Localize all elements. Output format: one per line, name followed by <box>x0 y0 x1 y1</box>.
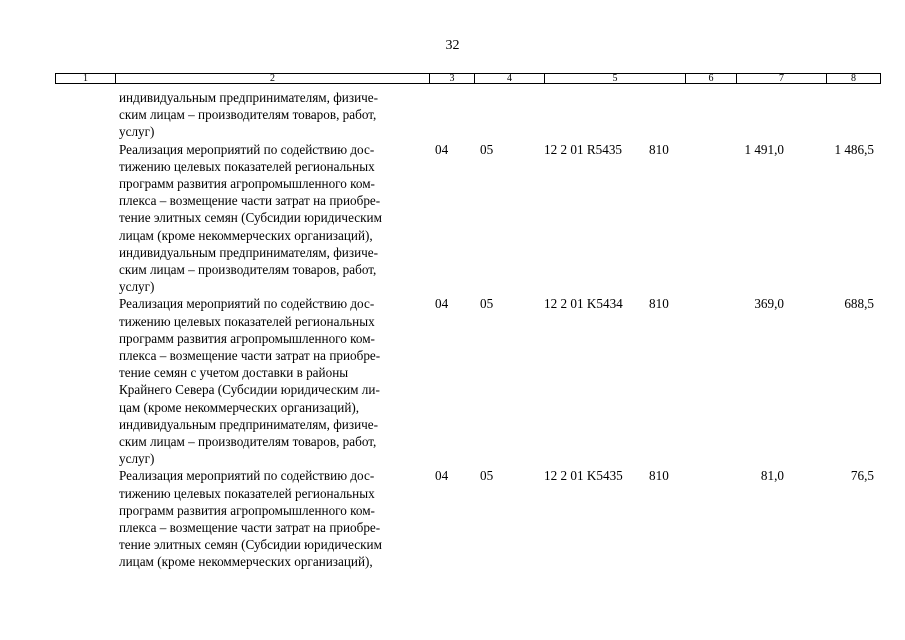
header-col-3: 3 <box>430 74 475 83</box>
table-row <box>0 295 905 467</box>
cell-section: 04 <box>435 296 449 312</box>
cell-expense-type: 810 <box>649 468 669 484</box>
cell-amount-1: 81,0 <box>760 468 784 484</box>
table-row <box>0 141 905 296</box>
cell-expense-type: 810 <box>649 141 669 157</box>
row-description: Реализация мероприятий по содействию дос- тижению целевых показателей региональных программ развития агропромышленного ком- плекса – возмещение части затрат на приобре- тение семян с учетом доставки в районы Крайнего Севера (Субсидии юридическим ли- цам (кроме некоммерческих организаций), индивидуальным предпринимателям, физиче- ским лицам – производителям товаров, работ, услуг) <box>119 296 381 467</box>
header-col-4: 4 <box>475 74 545 83</box>
row-description: Реализация мероприятий по содействию дос- тижению целевых показателей региональных программ развития агропромышленного ком- плекса – возмещение части затрат на приобре- тение элитных семян (Субсидии юридическим лицам (кроме некоммерческих организаций), индивидуальным предпринимателям, физиче- ским лицам – производителям товаров, работ, услуг) <box>119 141 382 295</box>
header-col-5: 5 <box>545 74 686 83</box>
cell-amount-1: 369,0 <box>754 296 784 312</box>
cell-section: 04 <box>435 468 449 484</box>
cell-amount-2: 76,5 <box>850 468 874 484</box>
cell-target-article: 12 2 01 K5435 <box>544 468 623 484</box>
cell-amount-2: 1 486,5 <box>834 141 874 157</box>
header-col-1: 1 <box>56 74 116 83</box>
cell-section: 04 <box>435 141 449 157</box>
table-row <box>0 89 905 141</box>
cell-subsection: 05 <box>480 468 494 484</box>
row-description: индивидуальным предпринимателям, физиче- ским лицам – производителям товаров, работ, услуг) <box>119 90 378 140</box>
header-col-8: 8 <box>851 73 856 84</box>
cell-target-article: 12 2 01 R5435 <box>544 141 623 157</box>
table-body <box>0 89 905 571</box>
cell-expense-type: 810 <box>649 296 669 312</box>
row-description: Реализация мероприятий по содействию дос- тижению целевых показателей региональных программ развития агропромышленного ком- плекса – возмещение части затрат на приобре- тение элитных семян (Субсидии юридическим лицам (кроме некоммерческих организаций), <box>119 468 382 570</box>
cell-amount-1: 1 491,0 <box>744 141 784 157</box>
table-row <box>0 467 905 570</box>
page-number: 32 <box>445 38 460 53</box>
cell-amount-2: 688,5 <box>844 296 874 312</box>
cell-subsection: 05 <box>480 141 494 157</box>
header-col-2: 2 <box>116 74 430 83</box>
header-col-6: 6 <box>686 74 737 83</box>
header-col-7: 7 <box>737 74 827 83</box>
table-header <box>55 73 881 84</box>
cell-target-article: 12 2 01 K5434 <box>544 296 623 312</box>
cell-subsection: 05 <box>480 296 494 312</box>
